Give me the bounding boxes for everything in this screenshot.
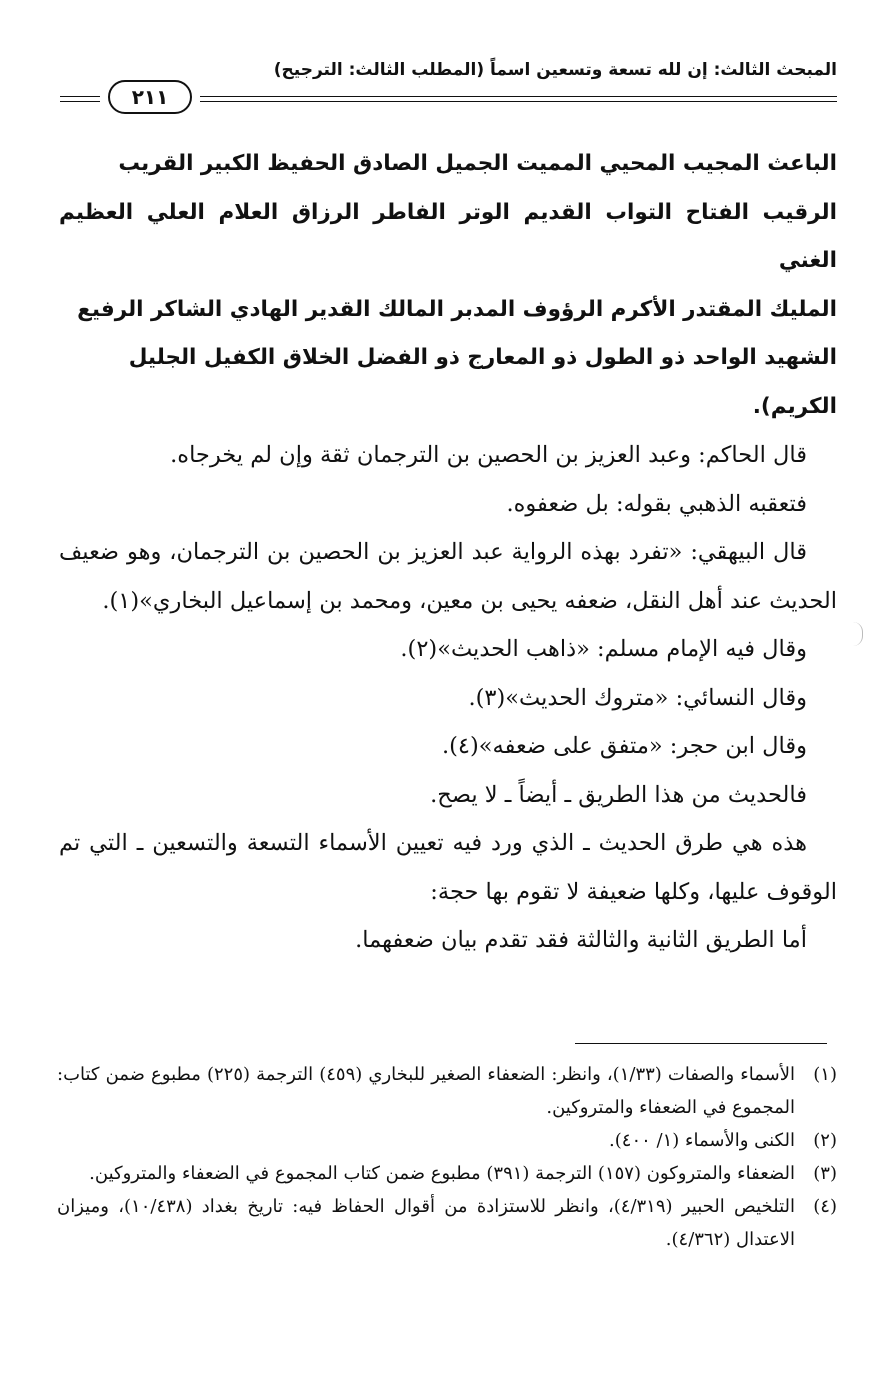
summary-paragraph: هذه هي طرق الحديث ـ الذي ورد فيه تعيين الأسماء التسعة والتسعين ـ التي تم الوقوف عليها، وكلها ضعيفة لا تقوم بها حجة: (59, 830, 837, 905)
footnote-1 (57, 1058, 837, 1124)
header-rule (200, 96, 837, 102)
footnote-divider (575, 1043, 827, 1044)
last-paragraph: أما الطريق الثانية والثالثة فقد تقدم بيان ضعفهما. (355, 927, 807, 953)
running-header (60, 58, 837, 118)
muslim-paragraph: وقال فيه الإمام مسلم: «ذاهب الحديث»(٢). (400, 636, 807, 662)
names-line-3: المليك المقتدر الأكرم الرؤوف المدبر المالك القدير الهادي الشاكر الرفيع (77, 296, 837, 322)
footnote-number: (٤) (813, 1196, 837, 1217)
conclusion-paragraph: فالحديث من هذا الطريق ـ أيضاً ـ لا يصح. (430, 781, 807, 808)
ibn-hajar-paragraph: وقال ابن حجر: «متفق على ضعفه»(٤). (441, 733, 807, 759)
names-line-5: الكريم). (752, 393, 837, 419)
header-rule-left (60, 96, 100, 102)
footnote-text: الضعفاء والمتروكون (١٥٧) الترجمة (٣٩١) مطبوع ضمن كتاب المجموع في الضعفاء والمتروكين. (89, 1163, 795, 1184)
hakim-paragraph: قال الحاكم: وعبد العزيز بن الحصين بن الترجمان ثقة وإن لم يخرجاه. (170, 442, 807, 468)
footnote-number: (٢) (813, 1130, 837, 1151)
nasai-paragraph: وقال النسائي: «متروك الحديث»(٣). (468, 684, 807, 711)
footnote-2 (57, 1124, 837, 1157)
footnote-4 (57, 1190, 837, 1256)
footnote-3 (57, 1157, 837, 1190)
footnote-text: الأسماء والصفات (١/٣٣)، وانظر: الضعفاء الصغير للبخاري (٤٥٩) الترجمة (٢٢٥) مطبوع ضمن كتاب: المجموع في الضعفاء والمتروكين. (57, 1064, 795, 1118)
bayhaqi-paragraph: قال البيهقي: «تفرد بهذه الرواية عبد العزيز بن الحصين بن الترجمان، وهو ضعيف الحديث عند أهل النقل، ضعفه يحيى بن معين، ومحمد بن إسماعيل البخاري»(١). (59, 539, 837, 614)
names-line-4: الشهيد الواحد ذو الطول ذو المعارج ذو الفضل الخلاق الكفيل الجليل (128, 345, 837, 370)
footnotes (57, 1058, 837, 1256)
dhahabi-paragraph: فتعقبه الذهبي بقوله: بل ضعفوه. (506, 490, 807, 517)
footnote-text: الكنى والأسماء (١/ ٤٠٠). (609, 1130, 795, 1151)
footnote-number: (١) (813, 1064, 837, 1085)
page-number: ٢١١ (108, 80, 192, 114)
names-line-1: الباعث المجيب المحيي المميت الجميل الصادق الحفيظ الكبير القريب (118, 151, 837, 176)
footnote-number: (٣) (813, 1163, 837, 1184)
footnote-text: التلخيص الحبير (٤/٣١٩)، وانظر للاستزادة من أقوال الحفاظ فيه: تاريخ بغداد (١٠/٤٣٨)، وميزان الاعتدال (٤/٣٦٢). (57, 1196, 795, 1250)
names-line-2: الرقيب الفتاح التواب القديم الوتر الفاطر الرزاق العلام العلي العظيم الغني (59, 199, 837, 273)
scan-margin-mark (852, 622, 863, 646)
header-title: المبحث الثالث: إن لله تسعة وتسعين اسماً (المطلب الثالث: الترجيح) (273, 60, 837, 80)
main-text (59, 140, 837, 965)
